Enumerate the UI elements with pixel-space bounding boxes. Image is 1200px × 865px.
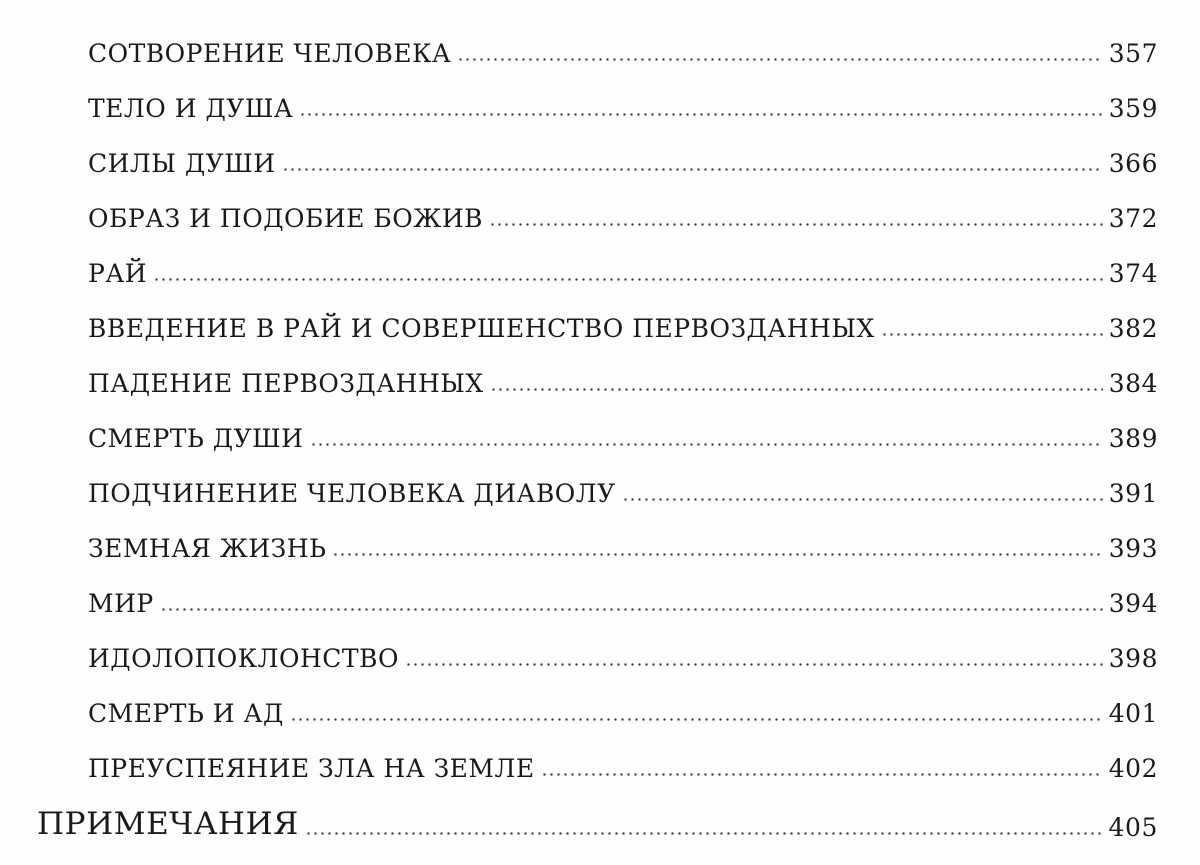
toc-entry <box>88 462 1158 506</box>
toc-entry <box>88 572 1158 616</box>
dot-leader <box>881 333 1103 336</box>
toc-entry-page: 382 <box>1108 314 1158 343</box>
dot-leader <box>282 168 1103 171</box>
toc-entry-page: 357 <box>1108 39 1158 68</box>
toc-entry-title: ИДОЛОПОКЛОНСТВО <box>88 644 399 673</box>
dot-leader <box>305 832 1103 835</box>
toc-section-title: ПРИМЕЧАНИЯ <box>37 806 299 842</box>
toc-entry <box>88 737 1158 781</box>
toc-entry-page: 359 <box>1108 94 1158 123</box>
toc-entry-title: РАЙ <box>88 259 148 288</box>
dot-leader <box>332 553 1102 556</box>
toc-entry-title: СИЛЫ ДУШИ <box>88 149 276 178</box>
dot-leader <box>290 718 1103 721</box>
toc-entry-title: ВВЕДЕНИЕ В РАЙ И СОВЕРШЕНСТВО ПЕРВОЗДАННЫХ <box>88 314 875 343</box>
toc-entry-page: 374 <box>1108 259 1158 288</box>
toc-entry-title: ПАДЕНИЕ ПЕРВОЗДАННЫХ <box>88 369 484 398</box>
toc-entry-page: 402 <box>1108 754 1158 783</box>
dot-leader <box>489 223 1103 226</box>
dot-leader <box>622 498 1103 501</box>
toc-entry-page: 366 <box>1108 149 1158 178</box>
toc-entry-title: ПРЕУСПЕЯНИЕ ЗЛА НА ЗЕМЛЕ <box>88 754 535 783</box>
toc-entry-page: 394 <box>1108 589 1158 618</box>
toc-entry-title: ТЕЛО И ДУША <box>88 94 294 123</box>
toc-entry <box>88 132 1158 176</box>
toc-entry-title: ОБРАЗ И ПОДОБИЕ БОЖИВ <box>88 204 484 233</box>
dot-leader <box>299 113 1102 116</box>
toc-entry-title: СМЕРТЬ И АД <box>88 699 284 728</box>
toc-entry <box>88 187 1158 231</box>
toc-entry-page: 389 <box>1108 424 1158 453</box>
toc-entry <box>88 297 1158 341</box>
toc-entry-title: МИР <box>88 589 154 618</box>
toc-entry-page: 372 <box>1108 204 1158 233</box>
toc-entry-page: 398 <box>1108 644 1158 673</box>
toc-section-notes <box>37 796 1158 840</box>
toc-entry <box>88 682 1158 726</box>
toc-entry <box>88 242 1158 286</box>
toc-entry <box>88 22 1158 66</box>
toc-entry-title: ПОДЧИНЕНИЕ ЧЕЛОВЕКА ДИАВОЛУ <box>88 479 616 508</box>
toc-section-page: 405 <box>1108 813 1158 842</box>
dot-leader <box>160 608 1103 611</box>
toc-entry-page: 401 <box>1108 699 1158 728</box>
toc-entry-title: СМЕРТЬ ДУШИ <box>88 424 304 453</box>
dot-leader <box>405 663 1103 666</box>
dot-leader <box>153 278 1103 281</box>
toc-entry-page: 393 <box>1108 534 1158 563</box>
toc-entry-title: СОТВОРЕНИЕ ЧЕЛОВЕКА <box>88 39 452 68</box>
toc-entry-page: 391 <box>1108 479 1158 508</box>
toc-entry <box>88 627 1158 671</box>
toc-entry <box>88 77 1158 121</box>
toc-entry <box>88 352 1158 396</box>
toc-entry-page: 384 <box>1108 369 1158 398</box>
dot-leader <box>457 58 1102 61</box>
toc-entry <box>88 517 1158 561</box>
dot-leader <box>541 773 1103 776</box>
dot-leader <box>490 388 1103 391</box>
toc-entry-title: ЗЕМНАЯ ЖИЗНЬ <box>88 534 327 563</box>
dot-leader <box>310 443 1103 446</box>
toc-entry <box>88 407 1158 451</box>
